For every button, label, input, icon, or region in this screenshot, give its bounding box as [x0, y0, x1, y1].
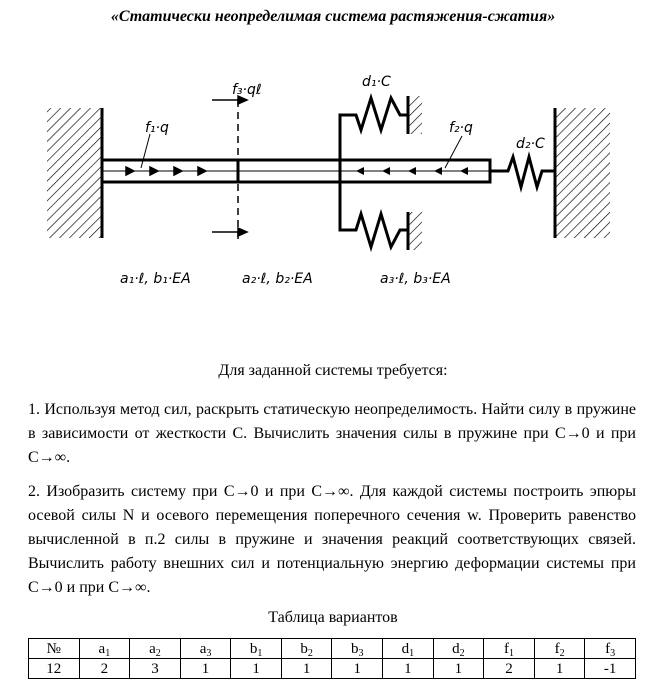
header-cell: $f_1$ [484, 639, 535, 659]
header-cell: $b_1$ [231, 639, 282, 659]
label-segment-1: a₁·ℓ, b₁·EA [120, 271, 191, 287]
label-d2: d₂·C [516, 136, 545, 152]
spring-d1-top [340, 96, 408, 160]
f1-leader [141, 134, 150, 168]
header-cell: $a_1$ [79, 639, 130, 659]
header-cell: $d_2$ [433, 639, 484, 659]
label-f2: f₂·q [449, 120, 473, 136]
document-title: «Статически неопределимая система растяжения-сжатия» [110, 8, 556, 25]
label-segment-3: a₃·ℓ, b₃·EA [380, 271, 451, 287]
table-cell: 1 [433, 659, 484, 679]
table-cell: 1 [281, 659, 332, 679]
label-d1: d₁·C [362, 74, 391, 90]
f2-leader [445, 136, 462, 168]
table-cell: 1 [231, 659, 282, 679]
table-cell: 1 [383, 659, 434, 679]
variants-table [28, 638, 636, 679]
table-cell: 3 [130, 659, 181, 679]
spring-d1-top-support [408, 96, 422, 134]
spring-d2 [490, 157, 555, 187]
label-f1: f₁·q [145, 120, 169, 136]
header-cell: № [29, 639, 80, 659]
header-cell: $a_2$ [130, 639, 181, 659]
table-row [29, 659, 636, 679]
label-segment-2: a₂·ℓ, b₂·EA [242, 271, 313, 287]
structural-scheme-diagram [0, 60, 666, 300]
right-fixed-wall [555, 108, 610, 238]
label-f3: f₃·qℓ [232, 82, 262, 98]
task-item-1: 1. Используя метод сил, раскрыть статическую неопределимость. Найти силу в пружине в зависимости от жесткости C. Вычислить значения силы в пружине при C→0 и при C→∞. [28, 401, 636, 466]
table-cell: 1 [180, 659, 231, 679]
table-cell: 12 [29, 659, 80, 679]
left-fixed-wall [47, 108, 102, 238]
table-caption: Таблица вариантов [268, 609, 398, 626]
header-cell: $a_3$ [180, 639, 231, 659]
task-heading: Для заданной системы требуется: [218, 362, 448, 379]
table-cell: 2 [79, 659, 130, 679]
task-item-2: 2. Изобразить систему при C→0 и при C→∞. Для каждой системы построить эпюры осевой силы N и осевого перемещения поперечного сечения w. Проверить равенство вычисленной в п.2 силы в пружине и значения реакций соответствующих связей. Вычислить работу внешних сил и потенциальную энергию деформации системы при C→0 и при C→∞. [28, 483, 636, 596]
spring-d1-bottom-support [408, 212, 422, 250]
header-cell: $d_1$ [383, 639, 434, 659]
table-cell: 1 [332, 659, 383, 679]
header-cell: $f_2$ [534, 639, 585, 659]
f3-section-marker [212, 96, 247, 243]
table-cell: 1 [534, 659, 585, 679]
table-cell: -1 [585, 659, 636, 679]
header-cell: $f_3$ [585, 639, 636, 659]
header-cell: $b_3$ [332, 639, 383, 659]
table-cell: 2 [484, 659, 535, 679]
header-cell: $b_2$ [281, 639, 332, 659]
table-header-row [29, 639, 636, 659]
spring-d1-bottom [340, 182, 408, 250]
